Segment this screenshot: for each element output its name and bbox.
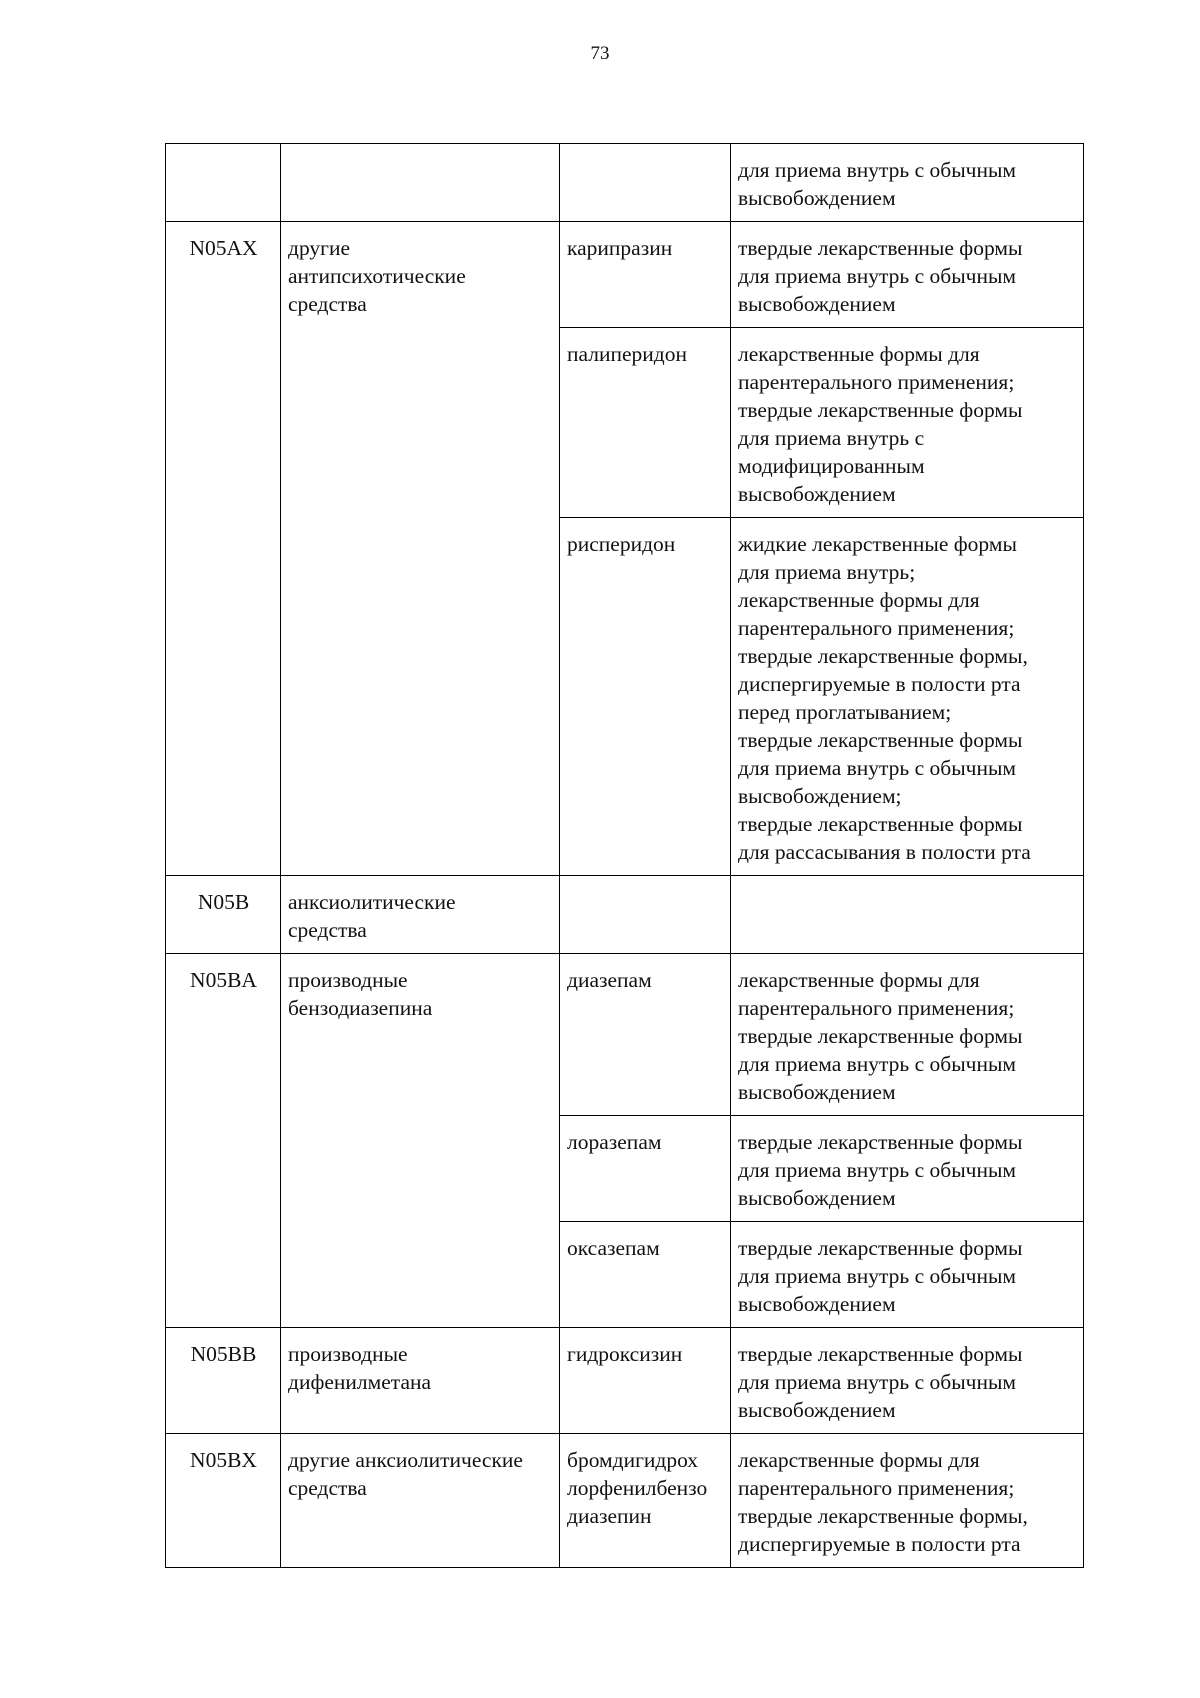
atc-code: N05B	[166, 876, 281, 954]
dosage-form: для приема внутрь с обычным высвобождением	[731, 144, 1084, 222]
table-row	[166, 222, 1084, 328]
drug-name: оксазепам	[560, 1222, 731, 1328]
drug-name: лоразепам	[560, 1116, 731, 1222]
dosage-form: твердые лекарственные формы для приема внутрь с обычным высвобождением	[731, 1328, 1084, 1434]
dosage-form: твердые лекарственные формы для приема внутрь с обычным высвобождением	[731, 1116, 1084, 1222]
atc-code: N05BB	[166, 1328, 281, 1434]
dosage-form	[731, 876, 1084, 954]
drug-name	[560, 144, 731, 222]
dosage-form: твердые лекарственные формы для приема внутрь с обычным высвобождением	[731, 1222, 1084, 1328]
atc-group: производные дифенилметана	[281, 1328, 560, 1434]
drug-name: гидроксизин	[560, 1328, 731, 1434]
drug-name	[560, 876, 731, 954]
table-row	[166, 1434, 1084, 1568]
atc-group: производные бензодиазепина	[281, 954, 560, 1328]
drug-name: бромдигидрох лорфенилбензо диазепин	[560, 1434, 731, 1568]
table-row	[166, 954, 1084, 1116]
table-row	[166, 144, 1084, 222]
table-row	[166, 1328, 1084, 1434]
drug-name: палиперидон	[560, 328, 731, 518]
dosage-form: лекарственные формы для парентерального применения; твердые лекарственные формы для приема внутрь с модифицированным высвобождением	[731, 328, 1084, 518]
dosage-form: лекарственные формы для парентерального применения; твердые лекарственные формы, диспергируемые в полости рта	[731, 1434, 1084, 1568]
drug-name: диазепам	[560, 954, 731, 1116]
atc-code: N05AX	[166, 222, 281, 876]
atc-group: другие анксиолитические средства	[281, 1434, 560, 1568]
atc-code: N05BA	[166, 954, 281, 1328]
atc-code	[166, 144, 281, 222]
dosage-form: твердые лекарственные формы для приема внутрь с обычным высвобождением	[731, 222, 1084, 328]
atc-group: другие антипсихотические средства	[281, 222, 560, 876]
drug-table	[165, 143, 1084, 1568]
page-number: 73	[590, 43, 610, 64]
table-row	[166, 876, 1084, 954]
dosage-form: лекарственные формы для парентерального применения; твердые лекарственные формы для приема внутрь с обычным высвобождением	[731, 954, 1084, 1116]
atc-group	[281, 144, 560, 222]
drug-name: рисперидон	[560, 518, 731, 876]
dosage-form: жидкие лекарственные формы для приема внутрь; лекарственные формы для парентерального применения; твердые лекарственные формы, диспергируемые в полости рта перед проглатыванием; твердые лекарственные формы для приема внутрь с обычным высвобождением; твердые лекарственные формы для рассасывания в полости рта	[731, 518, 1084, 876]
drug-name: карипразин	[560, 222, 731, 328]
atc-group: анксиолитические средства	[281, 876, 560, 954]
atc-code: N05BX	[166, 1434, 281, 1568]
